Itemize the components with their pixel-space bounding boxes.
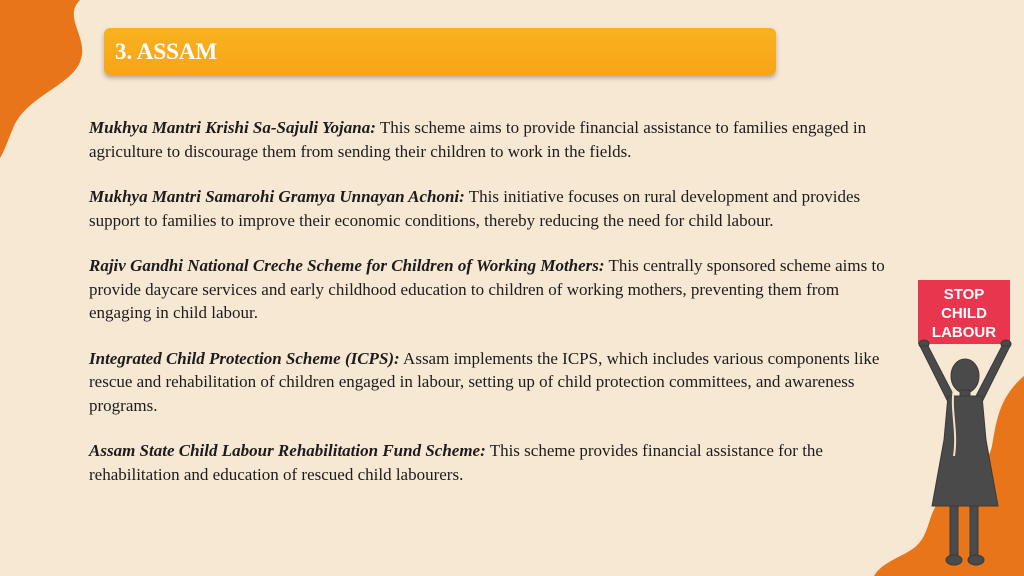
scheme-description: Assam implements the ICPS, which includes various components like rescue and rehabilitation of children engaged in labour, setting up of child protection committees, and awareness programs. [89, 348, 880, 415]
scheme-name: Rajiv Gandhi National Creche Scheme for Children of Working Mothers: [89, 256, 605, 275]
title-bar [104, 28, 776, 75]
scheme-name: Mukhya Mantri Krishi Sa-Sajuli Yojana: [89, 118, 376, 137]
child-figure-icon [919, 340, 1011, 565]
scheme-name: Assam State Child Labour Rehabilitation Fund Scheme: [89, 441, 486, 460]
scheme-description: This scheme provides financial assistance for the rehabilitation and education of rescued child labourers. [89, 441, 823, 484]
scheme-paragraph [89, 185, 899, 232]
scheme-name: Integrated Child Protection Scheme (ICPS): [89, 348, 400, 368]
slide-title: 3. ASSAM [115, 38, 218, 64]
sign-line-1: STOP [943, 286, 985, 303]
scheme-paragraph [89, 116, 899, 163]
stop-child-labour-illustration [914, 280, 1018, 574]
scheme-list [89, 116, 899, 508]
sign-line-3: LABOUR [931, 324, 997, 341]
scheme-paragraph [89, 254, 899, 325]
scheme-paragraph [89, 439, 899, 486]
scheme-name: Mukhya Mantri Samarohi Gramya Unnayan Achoni: [89, 187, 465, 206]
scheme-paragraph [89, 347, 899, 418]
scheme-description: This scheme aims to provide financial assistance to families engaged in agriculture to discourage them from sending their children to work in the fields. [89, 118, 867, 161]
scheme-description: This centrally sponsored scheme aims to provide daycare services and early childhood education to children of working mothers, preventing them from engaging in child labour. [89, 256, 885, 322]
sign-line-2: CHILD [941, 305, 987, 322]
scheme-description: This initiative focuses on rural development and provides support to families to improve their economic conditions, thereby reducing the need for child labour. [89, 187, 861, 230]
